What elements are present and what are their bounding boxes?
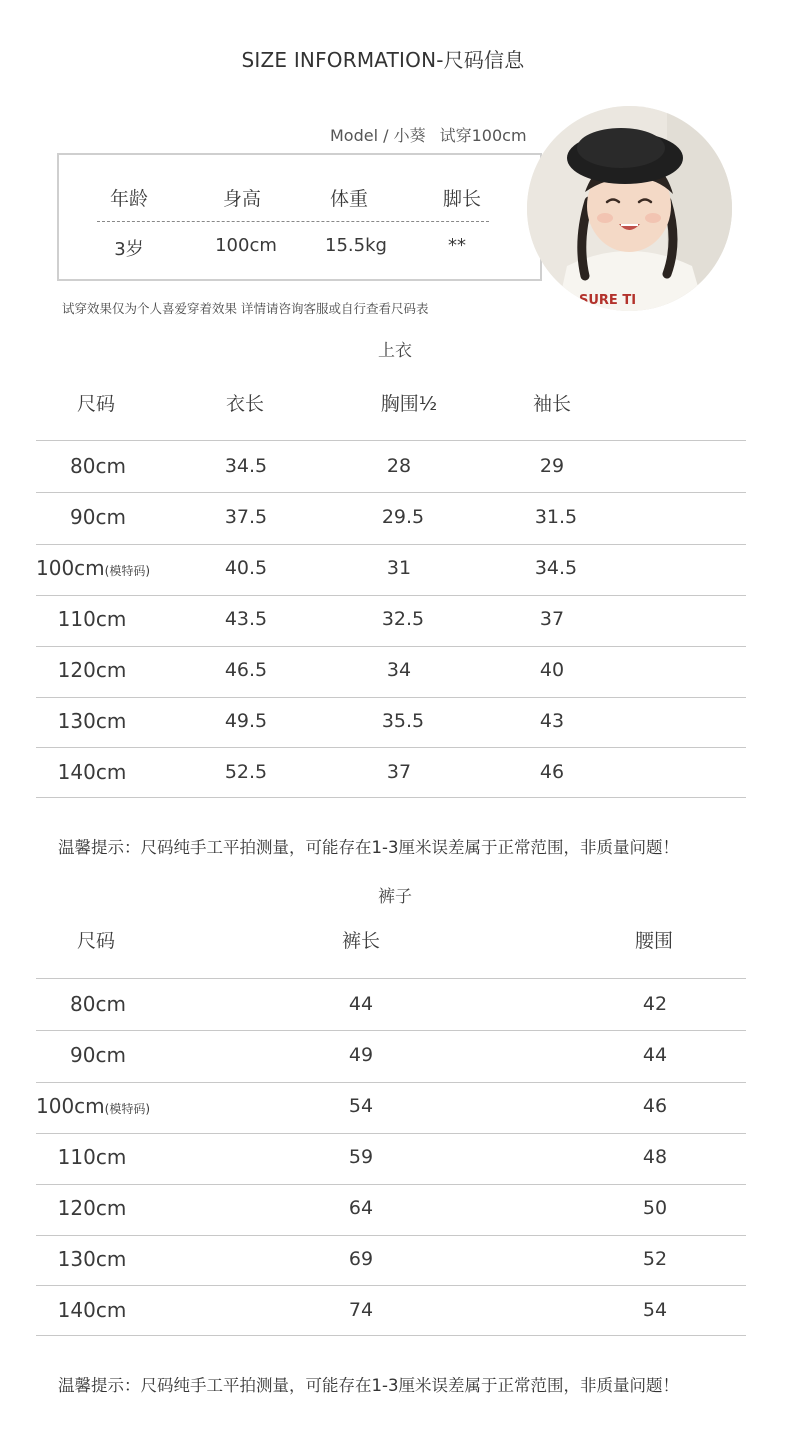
table-rule bbox=[36, 1335, 746, 1336]
fit-note: 试穿效果仅为个人喜爱穿着效果 详情请咨询客服或自行查看尺码表 bbox=[62, 301, 429, 316]
pants-row-size bbox=[18, 1043, 178, 1067]
pants-cell-length: 69 bbox=[348, 1248, 374, 1270]
tops-header-sleeve: 袖长 bbox=[532, 393, 571, 415]
tops-cell-length: 40.5 bbox=[224, 557, 268, 579]
tops-row-size bbox=[12, 658, 172, 682]
table-rule bbox=[36, 747, 746, 748]
measurement-tip: 温馨提示：尺码纯手工平拍测量，可能存在1-3厘米误差属于正常范围，非质量问题！ bbox=[58, 838, 679, 857]
pants-cell-length: 54 bbox=[348, 1095, 374, 1117]
pants-cell-waist: 48 bbox=[642, 1146, 668, 1168]
model-header-height: 身高 bbox=[222, 188, 261, 210]
measurement-tip-bottom: 温馨提示：尺码纯手工平拍测量，可能存在1-3厘米误差属于正常范围，非质量问题！ bbox=[58, 1376, 679, 1395]
table-rule bbox=[36, 646, 746, 647]
pants-cell-length: 59 bbox=[348, 1146, 374, 1168]
table-rule bbox=[36, 1184, 746, 1185]
table-rule bbox=[36, 1235, 746, 1236]
pants-row-size bbox=[12, 1145, 172, 1169]
tops-cell-length: 46.5 bbox=[224, 659, 268, 681]
pants-row-size bbox=[18, 992, 178, 1016]
size-label: 140cm bbox=[57, 760, 127, 784]
tops-cell-sleeve: 37 bbox=[539, 608, 565, 630]
tops-cell-sleeve: 43 bbox=[539, 710, 565, 732]
pants-cell-waist: 44 bbox=[642, 1044, 668, 1066]
table-rule bbox=[36, 797, 746, 798]
table-rule bbox=[36, 595, 746, 596]
tops-header-length: 衣长 bbox=[225, 393, 264, 415]
size-label: 140cm bbox=[57, 1298, 127, 1322]
pants-cell-waist: 52 bbox=[642, 1248, 668, 1270]
tops-cell-sleeve: 40 bbox=[539, 659, 565, 681]
table-rule bbox=[36, 978, 746, 979]
pants-cell-waist: 50 bbox=[642, 1197, 668, 1219]
size-label: 130cm bbox=[57, 1247, 127, 1271]
model-value-foot: ** bbox=[448, 235, 466, 256]
table-rule bbox=[36, 697, 746, 698]
shirt-print: SURE TI bbox=[579, 293, 637, 308]
tops-header-size: 尺码 bbox=[76, 393, 115, 415]
tops-cell-sleeve: 31.5 bbox=[534, 506, 578, 528]
divider bbox=[97, 221, 489, 222]
pants-title: 裤子 bbox=[378, 887, 412, 907]
model-name: Model / 小葵 bbox=[330, 126, 426, 145]
model-value-height: 100cm bbox=[215, 235, 277, 256]
model-size-tag: (模特码) bbox=[104, 564, 151, 578]
tops-cell-sleeve: 46 bbox=[539, 761, 565, 783]
size-label: 110cm bbox=[57, 1145, 127, 1169]
tops-cell-chest: 37 bbox=[386, 761, 412, 783]
pants-cell-length: 44 bbox=[348, 993, 374, 1015]
pants-header-size: 尺码 bbox=[76, 930, 115, 952]
model-header-foot: 脚长 bbox=[442, 188, 481, 210]
model-caption bbox=[330, 123, 527, 146]
pants-cell-length: 64 bbox=[348, 1197, 374, 1219]
tops-cell-length: 52.5 bbox=[224, 761, 268, 783]
pants-header-length: 裤长 bbox=[341, 930, 380, 952]
size-label: 120cm bbox=[57, 658, 127, 682]
size-label: 100cm bbox=[36, 1094, 105, 1118]
tops-cell-sleeve: 29 bbox=[539, 455, 565, 477]
tops-title: 上衣 bbox=[378, 341, 412, 361]
pants-cell-length: 74 bbox=[348, 1299, 374, 1321]
model-size-tag: (模特码) bbox=[104, 1102, 151, 1116]
pants-row-size bbox=[12, 1247, 172, 1271]
tops-row-size bbox=[12, 709, 172, 733]
size-label: 80cm bbox=[70, 992, 126, 1016]
table-rule bbox=[36, 1030, 746, 1031]
model-value-weight: 15.5kg bbox=[325, 235, 387, 256]
tops-cell-length: 49.5 bbox=[224, 710, 268, 732]
size-label: 110cm bbox=[57, 607, 127, 631]
pants-cell-waist: 42 bbox=[642, 993, 668, 1015]
pants-cell-waist: 46 bbox=[642, 1095, 668, 1117]
tops-cell-chest: 35.5 bbox=[381, 710, 425, 732]
pants-cell-length: 49 bbox=[348, 1044, 374, 1066]
table-rule bbox=[36, 1133, 746, 1134]
model-photo-illustration bbox=[527, 106, 732, 311]
model-value-age: 3岁 bbox=[114, 239, 144, 260]
model-photo bbox=[527, 106, 732, 311]
size-label: 100cm bbox=[36, 556, 105, 580]
tops-row-size bbox=[18, 454, 178, 478]
tops-cell-chest: 32.5 bbox=[381, 608, 425, 630]
table-rule bbox=[36, 544, 746, 545]
tops-cell-chest: 31 bbox=[386, 557, 412, 579]
tops-header-chest: 胸围½ bbox=[380, 393, 438, 415]
pants-header-waist: 腰围 bbox=[634, 930, 673, 952]
size-label: 120cm bbox=[57, 1196, 127, 1220]
pants-row-size bbox=[12, 1196, 172, 1220]
model-header-age: 年龄 bbox=[109, 188, 148, 210]
tops-row-size bbox=[18, 505, 178, 529]
tops-cell-length: 34.5 bbox=[224, 455, 268, 477]
tops-cell-chest: 34 bbox=[386, 659, 412, 681]
page-title: SIZE INFORMATION-尺码信息 bbox=[241, 48, 525, 72]
size-label: 80cm bbox=[70, 454, 126, 478]
model-header-weight: 体重 bbox=[329, 188, 368, 210]
model-fit-size: 试穿100cm bbox=[439, 126, 527, 145]
tops-cell-length: 43.5 bbox=[224, 608, 268, 630]
pants-row-size bbox=[12, 1298, 172, 1322]
table-rule bbox=[36, 492, 746, 493]
model-info-box bbox=[57, 153, 542, 281]
pants-cell-waist: 54 bbox=[642, 1299, 668, 1321]
size-label: 90cm bbox=[70, 505, 126, 529]
size-label: 130cm bbox=[57, 709, 127, 733]
tops-cell-chest: 29.5 bbox=[381, 506, 425, 528]
tops-cell-sleeve: 34.5 bbox=[534, 557, 578, 579]
table-rule bbox=[36, 1082, 746, 1083]
tops-row-size bbox=[12, 607, 172, 631]
size-label: 90cm bbox=[70, 1043, 126, 1067]
pants-row-size bbox=[16, 1094, 176, 1118]
tops-cell-chest: 28 bbox=[386, 455, 412, 477]
tops-cell-length: 37.5 bbox=[224, 506, 268, 528]
tops-row-size bbox=[16, 556, 176, 580]
tops-row-size bbox=[12, 760, 172, 784]
table-rule bbox=[36, 1285, 746, 1286]
table-rule bbox=[36, 440, 746, 441]
